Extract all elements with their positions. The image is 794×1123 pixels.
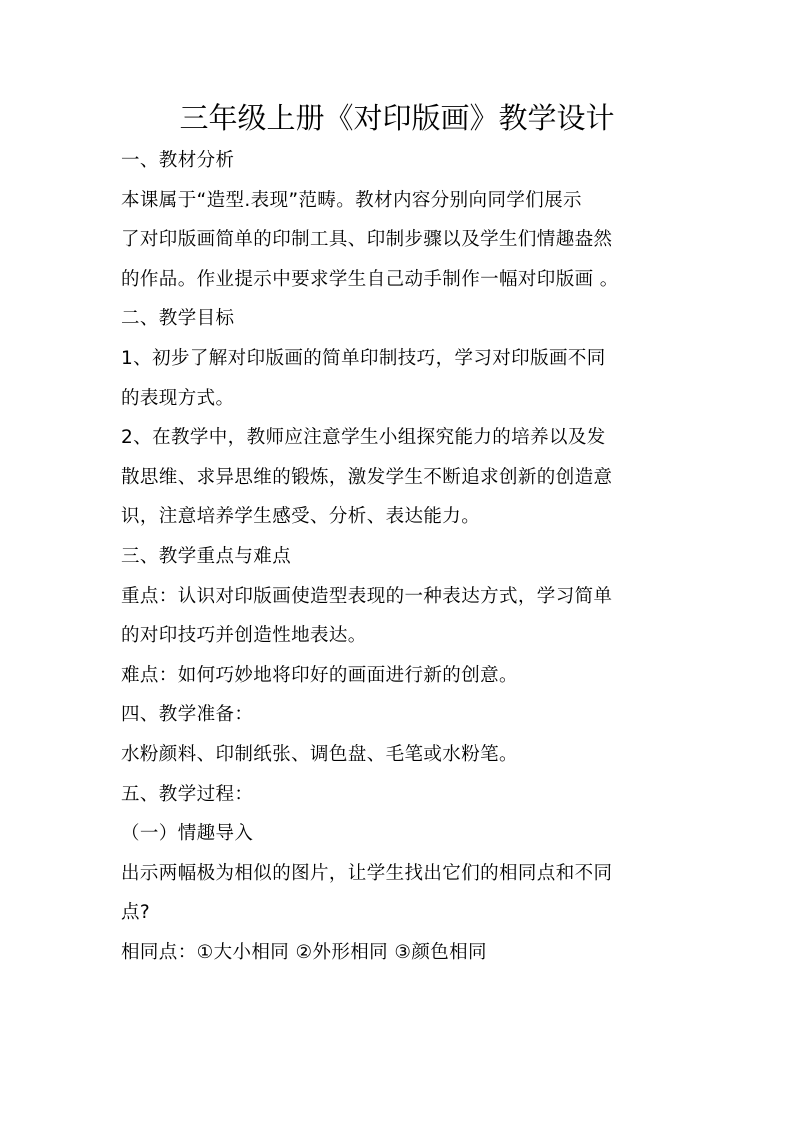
body-line: 本课属于“造型.表现”范畴。教材内容分别向同学们展示 — [121, 189, 582, 211]
body-line: 出示两幅极为相似的图片，让学生找出它们的相同点和不同 — [121, 862, 613, 884]
section-heading-key-points: 三、教学重点与难点 — [121, 545, 292, 567]
body-line: 难点：如何巧妙地将印好的画面进行新的创意。 — [121, 664, 518, 686]
body-line: 重点：认识对印版画使造型表现的一种表达方式，学习简单 — [121, 585, 613, 607]
document-title: 三年级上册《对印版画》教学设计 — [179, 101, 615, 135]
document-body — [121, 141, 681, 972]
body-line: 水粉颜料、印制纸张、调色盘、毛笔或水粉笔。 — [121, 743, 518, 765]
body-line: 散思维、求异思维的锻炼，激发学生不断追求创新的创造意 — [121, 466, 613, 488]
body-line: 了对印版画简单的印制工具、印制步骤以及学生们情趣盎然 — [121, 229, 613, 251]
section-heading-preparation: 四、教学准备： — [121, 704, 254, 726]
body-line: 的表现方式。 — [121, 387, 235, 409]
body-line: 点? — [121, 902, 151, 924]
section-heading-teaching-process: 五、教学过程： — [121, 783, 254, 805]
subsection-heading-introduction: （一）情趣导入 — [121, 823, 254, 845]
body-line: 1、初步了解对印版画的简单印制技巧，学习对印版画不同 — [121, 347, 606, 369]
body-line: 2、在教学中，教师应注意学生小组探究能力的培养以及发 — [121, 427, 606, 449]
body-line: 的对印技巧并创造性地表达。 — [121, 625, 367, 647]
body-line: 相同点：①大小相同 ②外形相同 ③颜色相同 — [121, 941, 487, 963]
section-heading-material-analysis: 一、教材分析 — [121, 150, 235, 171]
section-heading-teaching-goals: 二、教学目标 — [121, 308, 235, 330]
body-line: 的作品。作业提示中要求学生自己动手制作一幅对印版画 。 — [121, 268, 619, 290]
body-line: 识，注意培养学生感受、分析、表达能力。 — [121, 506, 481, 528]
